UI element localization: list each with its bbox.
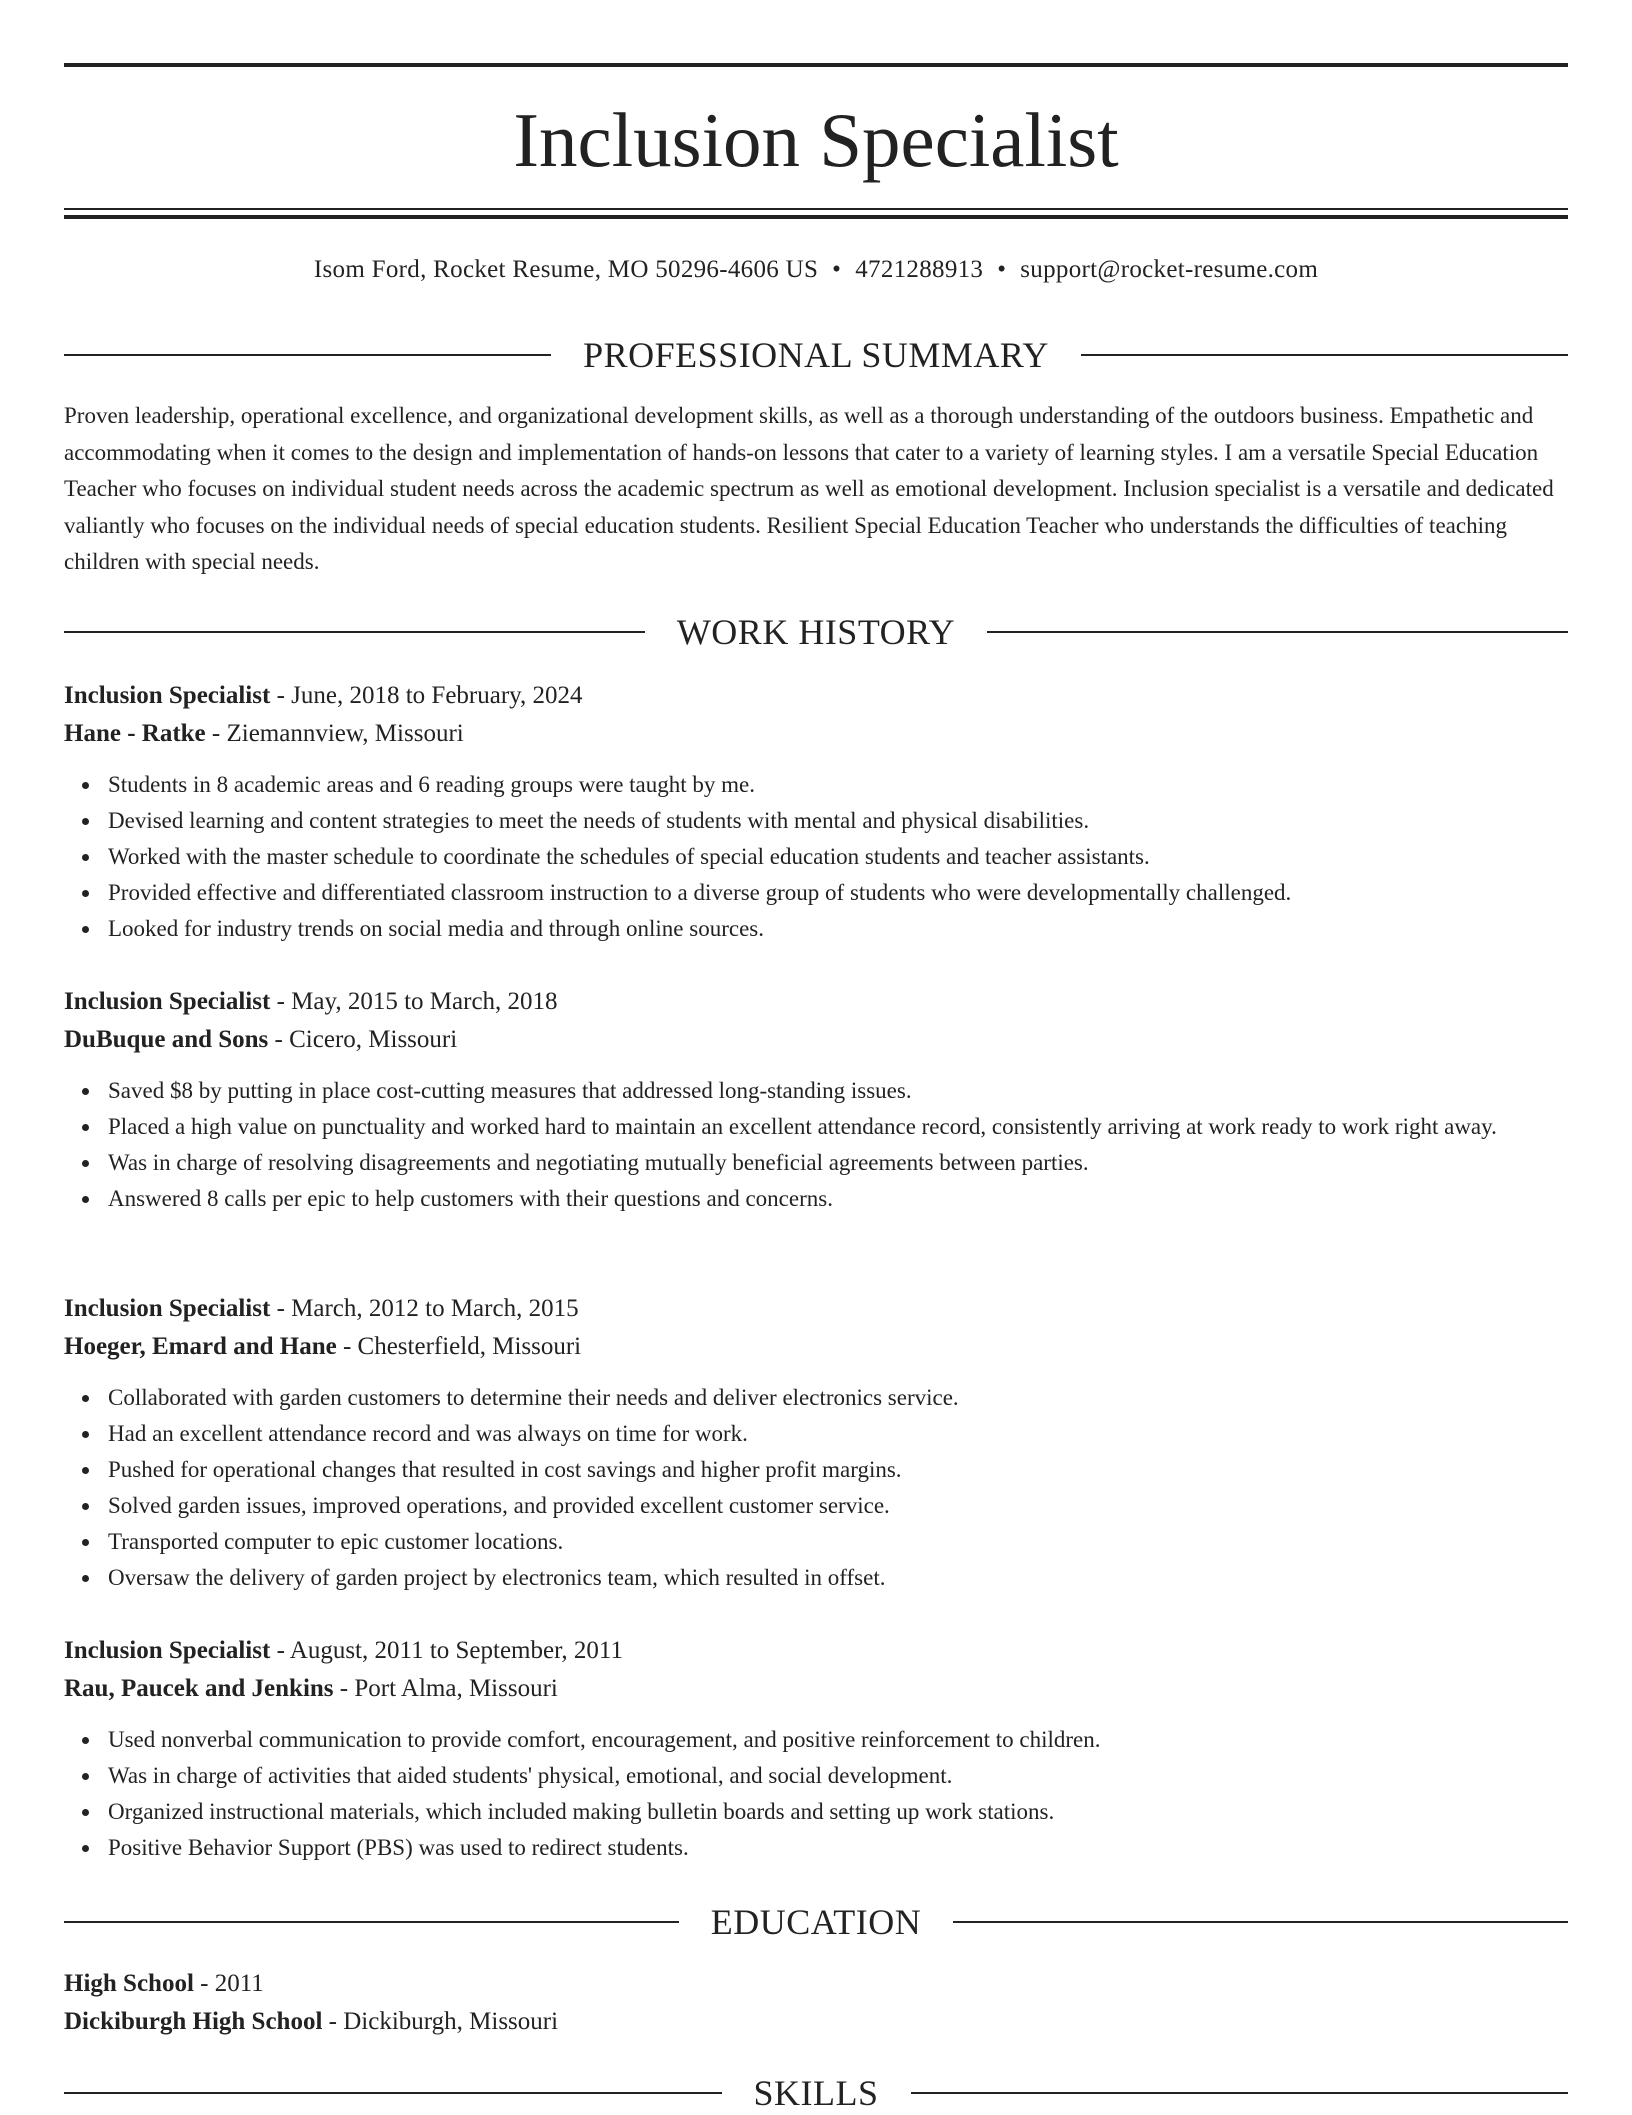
education-degree: High School [64, 1970, 194, 1997]
job-entry [64, 1632, 1568, 1866]
education-school: Dickiburgh High School [64, 2008, 323, 2035]
resume-title: Inclusion Specialist [513, 97, 1119, 183]
job-bullet: Transported computer to epic customer locations. [108, 1524, 1568, 1560]
job-location: Chesterfield, Missouri [357, 1333, 582, 1360]
section-title: WORK HISTORY [676, 612, 956, 652]
job-location: Port Alma, Missouri [354, 1675, 558, 1702]
job-title: Inclusion Specialist [64, 988, 271, 1015]
job-company-row: Rau, Paucek and Jenkins - Port Alma, Missouri [64, 1675, 558, 1702]
section-rule-right [911, 2092, 1569, 2094]
job-company-row: Hoeger, Emard and Hane - Chesterfield, Missouri [64, 1333, 582, 1360]
job-bullet: Students in 8 academic areas and 6 reading groups were taught by me. [108, 767, 1568, 803]
job-company-row: DuBuque and Sons - Cicero, Missouri [64, 1026, 458, 1053]
section-heading-work-history [64, 610, 1568, 654]
job-company: Hoeger, Emard and Hane [64, 1333, 337, 1360]
job-bullet: Organized instructional materials, which included making bulletin boards and setting up work stations. [108, 1794, 1568, 1830]
contact-phone: 4721288913 [855, 256, 984, 283]
contact-separator: • [997, 256, 1007, 283]
header-top-rule [64, 63, 1568, 67]
job-bullet: Positive Behavior Support (PBS) was used to redirect students. [108, 1830, 1568, 1866]
job-bullet: Was in charge of resolving disagreements and negotiating mutually beneficial agreements between parties. [108, 1145, 1568, 1181]
education-location: Dickiburgh, Missouri [343, 2008, 559, 2035]
job-bullets [64, 1073, 1568, 1217]
job-bullet: Had an excellent attendance record and was always on time for work. [108, 1416, 1568, 1452]
contact-separator: • [832, 256, 842, 283]
job-bullet: Was in charge of activities that aided students' physical, emotional, and social development. [108, 1758, 1568, 1794]
section-rule-left [64, 1921, 679, 1923]
section-rule-right [987, 631, 1568, 633]
job-dates: August, 2011 to September, 2011 [289, 1637, 623, 1664]
job-dates: June, 2018 to February, 2024 [291, 682, 583, 709]
section-rule-left [64, 2092, 722, 2094]
education-school-row: Dickiburgh High School - Dickiburgh, Missouri [64, 2008, 559, 2035]
contact-email: support@rocket-resume.com [1020, 256, 1319, 283]
job-bullets [64, 1380, 1568, 1596]
header-double-rule-top [64, 208, 1568, 210]
job-entry [64, 983, 1568, 1217]
section-heading-summary [64, 333, 1568, 377]
section-rule-left [64, 631, 645, 633]
job-dates: March, 2012 to March, 2015 [291, 1295, 579, 1322]
job-dates: May, 2015 to March, 2018 [291, 988, 558, 1015]
job-entry [64, 677, 1568, 947]
education-entry [64, 1965, 1568, 2041]
summary-text: Proven leadership, operational excellence, and organizational development skills, as well as a thorough understanding of the outdoors business. Empathetic and accommodating when it comes to the design and implementation of hands-on lessons that cater to a variety of learning styles. I am a versatile Special Education Teacher who focuses on individual student needs across the academic spectrum as well as emotional development. Inclusion specialist is a versatile and dedicated valiantly who focuses on the individual needs of special education students. Resilient Special Education Teacher who understands the difficulties of teaching children with special needs. [64, 403, 1554, 574]
contact-line [64, 252, 1568, 288]
section-rule-right [1081, 354, 1568, 356]
section-title: PROFESSIONAL SUMMARY [583, 335, 1049, 375]
job-company: Rau, Paucek and Jenkins [64, 1675, 334, 1702]
job-location: Cicero, Missouri [289, 1026, 458, 1053]
job-entry [64, 1290, 1568, 1596]
job-bullets [64, 767, 1568, 947]
job-company: DuBuque and Sons [64, 1026, 269, 1053]
contact-address: Isom Ford, Rocket Resume, MO 50296-4606 US [313, 256, 819, 283]
job-title-row: Inclusion Specialist - June, 2018 to February, 2024 [64, 682, 583, 709]
job-title-row: Inclusion Specialist - March, 2012 to March, 2015 [64, 1295, 579, 1322]
job-title: Inclusion Specialist [64, 1637, 271, 1664]
section-title: EDUCATION [710, 1902, 922, 1942]
job-title: Inclusion Specialist [64, 682, 271, 709]
job-bullet: Worked with the master schedule to coordinate the schedules of special education students and teacher assistants. [108, 839, 1568, 875]
job-company-row: Hane - Ratke - Ziemannview, Missouri [64, 720, 464, 747]
job-title-row: Inclusion Specialist - August, 2011 to September, 2011 [64, 1637, 623, 1664]
section-heading-education [64, 1900, 1568, 1944]
job-bullet: Solved garden issues, improved operations, and provided excellent customer service. [108, 1488, 1568, 1524]
section-heading-skills [64, 2071, 1568, 2115]
job-bullet: Answered 8 calls per epic to help customers with their questions and concerns. [108, 1181, 1568, 1217]
section-rule-left [64, 354, 551, 356]
section-rule-right [953, 1921, 1568, 1923]
job-bullet: Collaborated with garden customers to determine their needs and deliver electronics service. [108, 1380, 1568, 1416]
job-company: Hane - Ratke [64, 720, 206, 747]
job-bullet: Devised learning and content strategies to meet the needs of students with mental and physical disabilities. [108, 803, 1568, 839]
header-double-rule-bottom [64, 215, 1568, 219]
job-bullet: Oversaw the delivery of garden project by electronics team, which resulted in offset. [108, 1560, 1568, 1596]
section-title: SKILLS [753, 2073, 879, 2113]
job-bullet: Provided effective and differentiated classroom instruction to a diverse group of students who were developmentally challenged. [108, 875, 1568, 911]
job-bullet: Placed a high value on punctuality and worked hard to maintain an excellent attendance record, consistently arriving at work ready to work right away. [108, 1109, 1568, 1145]
job-bullets [64, 1722, 1568, 1866]
job-title-row: Inclusion Specialist - May, 2015 to March, 2018 [64, 988, 558, 1015]
job-title: Inclusion Specialist [64, 1295, 271, 1322]
job-bullet: Pushed for operational changes that resulted in cost savings and higher profit margins. [108, 1452, 1568, 1488]
education-degree-row: High School - 2011 [64, 1970, 264, 1997]
job-bullet: Used nonverbal communication to provide comfort, encouragement, and positive reinforcement to children. [108, 1722, 1568, 1758]
job-bullet: Looked for industry trends on social media and through online sources. [108, 911, 1568, 947]
education-year: 2011 [214, 1970, 264, 1997]
job-bullet: Saved $8 by putting in place cost-cutting measures that addressed long-standing issues. [108, 1073, 1568, 1109]
job-location: Ziemannview, Missouri [226, 720, 464, 747]
